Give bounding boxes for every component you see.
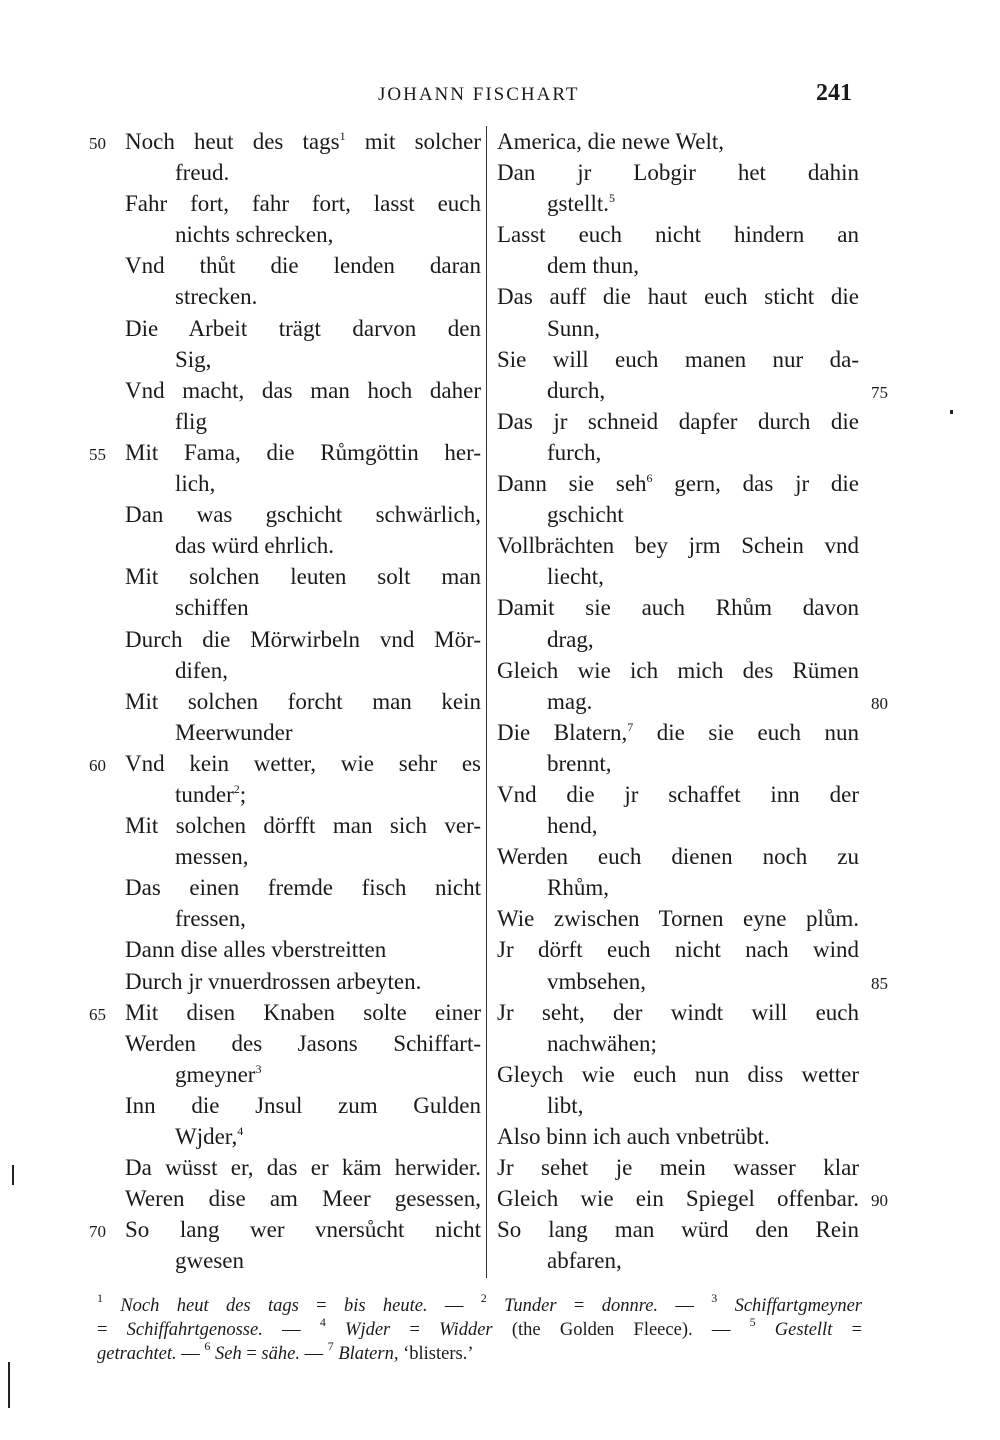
verse-text <box>497 1062 859 1087</box>
line-number: 70 <box>89 1222 106 1242</box>
line-number: 90 <box>871 1191 888 1211</box>
left-verse-column <box>89 126 481 1276</box>
verse-text <box>175 1248 244 1273</box>
verse-segment: Vnd thůt die lenden daran <box>125 253 481 279</box>
verse-text <box>547 627 594 652</box>
verse-segment: vmbsehen, <box>547 968 647 994</box>
verse-line <box>125 966 481 997</box>
verse-segment: fressen, <box>175 906 246 932</box>
verse-text <box>125 191 481 216</box>
verse-segment: Sunn, <box>547 315 601 341</box>
line-number: 55 <box>89 444 106 464</box>
right-verse-column <box>497 126 888 1276</box>
verse-line <box>497 250 859 281</box>
verse-text <box>175 160 229 185</box>
verse-segment: Noch heut des tags <box>125 129 340 154</box>
verse-text <box>547 564 604 589</box>
verse-text <box>175 844 248 869</box>
verse-segment: Weren dise am Meer gesessen, <box>125 1186 481 1212</box>
verse-line <box>497 344 859 375</box>
verse-text <box>497 782 859 807</box>
footnote-ref: 4 <box>237 1124 244 1138</box>
verse-line <box>497 903 859 934</box>
verse-text <box>125 129 481 154</box>
verse-segment: strecken. <box>175 284 258 310</box>
footnote-text: — <box>262 1320 320 1340</box>
verse-line <box>125 157 481 188</box>
scan-margin-mark <box>8 1362 10 1408</box>
verse-segment: Meerwunder <box>175 719 293 745</box>
verse-segment: Durch die Mörwirbeln vnd Mör- <box>125 626 481 652</box>
verse-segment: liecht, <box>547 564 604 590</box>
verse-text <box>175 595 249 620</box>
verse-line <box>497 219 859 250</box>
verse-segment: Gleich wie ein Spiegel offenbar. <box>497 1186 859 1212</box>
verse-text <box>125 378 481 403</box>
line-number: 50 <box>89 134 106 153</box>
verse-line <box>125 1121 481 1152</box>
verse-segment: Gleich wie ich mich des Rümen <box>497 657 859 683</box>
verse-line <box>497 686 888 717</box>
verse-line <box>497 1121 859 1152</box>
verse-line <box>497 281 859 312</box>
verse-line <box>125 406 481 437</box>
footnote-term: Gestellt <box>755 1320 833 1340</box>
verse-text <box>125 1000 481 1025</box>
verse-segment: Werden des Jasons Schiffart- <box>125 1030 481 1056</box>
verse-line <box>125 344 481 375</box>
footnote-number: 2 <box>480 1291 487 1305</box>
verse-text <box>547 378 605 403</box>
verse-segment: Das auff die haut euch sticht die <box>497 284 859 310</box>
footnote-term: getrachtet. <box>97 1344 177 1364</box>
verse-segment: gmeyner <box>175 1061 256 1087</box>
verse-segment: Dan jr Lobgir het dahin <box>497 160 859 186</box>
verse-line <box>497 1059 859 1090</box>
verse-segment: freud. <box>175 160 230 186</box>
verse-text <box>497 1217 859 1242</box>
verse-line <box>125 375 481 406</box>
footnotes <box>97 1291 863 1366</box>
verse-segment: dem thun, <box>547 253 639 279</box>
verse-segment: gern, das jr die <box>652 471 859 497</box>
verse-segment: durch, <box>547 377 606 403</box>
footnote-ref: 5 <box>608 191 615 206</box>
footnote-term: sähe. <box>261 1344 300 1364</box>
verse-line <box>89 997 481 1028</box>
verse-line <box>497 872 859 903</box>
verse-text <box>125 751 481 776</box>
verse-line <box>125 779 481 810</box>
verse-text <box>125 689 481 714</box>
verse-line <box>497 779 859 810</box>
verse-line <box>89 1214 481 1245</box>
verse-line <box>497 624 859 655</box>
footnote-text: = <box>241 1344 262 1364</box>
verse-segment: Mit Fama, die Růmgöttin her- <box>125 439 481 465</box>
line-number: 85 <box>871 973 888 993</box>
footnote-term: donnre. <box>601 1296 659 1316</box>
verse-segment: Werden euch dienen noch zu <box>497 844 859 870</box>
verse-line <box>125 934 481 965</box>
verse-text <box>547 1093 583 1118</box>
verse-segment: Vollbrächten bey jrm Schein vnd <box>497 533 859 559</box>
verse-segment: hend, <box>547 813 598 839</box>
footnote-text: = <box>298 1296 344 1316</box>
verse-line <box>497 530 859 561</box>
footnote-text: = <box>832 1320 863 1340</box>
verse-text <box>547 751 612 776</box>
verse-line <box>125 592 481 623</box>
footnote-text: ‘blisters.’ <box>398 1344 474 1364</box>
footnote-number: 7 <box>327 1339 334 1353</box>
footnote-term: Tunder <box>486 1296 557 1316</box>
verse-segment: die sie euch nun <box>633 719 859 745</box>
line-number: 60 <box>89 755 106 775</box>
line-number: 80 <box>871 693 888 713</box>
footnote-number: 3 <box>711 1291 718 1305</box>
verse-text <box>175 906 246 931</box>
verse-text <box>497 906 859 931</box>
verse-segment: Rhům, <box>547 875 609 901</box>
verse-segment: Dan was gschicht schwärlich, <box>125 502 481 528</box>
verse-text <box>547 969 646 994</box>
verse-segment: America, die newe Welt, <box>497 129 724 154</box>
verse-text <box>175 782 246 807</box>
verse-text <box>547 1248 622 1273</box>
footnote-number: 4 <box>319 1315 326 1329</box>
verse-line <box>125 219 481 250</box>
verse-segment: brennt, <box>547 750 612 776</box>
verse-segment: Mit solchen leuten solt man <box>125 564 481 590</box>
verse-segment: Die Blatern, <box>497 719 628 745</box>
verse-segment: Jr dörft euch nicht nach wind <box>497 937 859 963</box>
verse-line <box>125 250 481 281</box>
verse-line <box>497 313 859 344</box>
footnote-text: — <box>658 1296 712 1316</box>
verse-line <box>89 748 481 779</box>
footnote-line <box>97 1339 862 1366</box>
verse-text <box>497 844 859 869</box>
verse-line <box>497 157 859 188</box>
verse-text <box>497 1000 859 1025</box>
verse-segment: furch, <box>547 439 602 465</box>
verse-segment: Also binn ich auch vnbetrübt. <box>497 1124 770 1149</box>
verse-segment: Gleych wie euch nun diss wetter <box>497 1061 859 1087</box>
verse-text <box>125 1093 481 1118</box>
verse-text <box>175 533 334 558</box>
verse-line <box>125 1028 481 1059</box>
verse-text <box>497 720 859 745</box>
verse-text <box>497 937 859 962</box>
verse-segment: Mit solchen forcht man kein <box>125 688 481 714</box>
verse-segment: Mit solchen dörfft man sich ver- <box>125 813 481 839</box>
verse-text <box>125 1031 481 1056</box>
verse-segment: Das einen fremde fisch nicht <box>125 875 481 901</box>
verse-text <box>175 1062 261 1087</box>
verse-text <box>125 316 481 341</box>
verse-segment: Die Arbeit trägt darvon den <box>125 315 481 341</box>
verse-line <box>125 188 481 219</box>
verse-line <box>497 1028 859 1059</box>
verse-text <box>497 471 859 496</box>
verse-text <box>497 658 859 683</box>
footnote-text: = <box>97 1320 127 1340</box>
verse-text <box>175 658 228 683</box>
verse-text <box>497 222 859 247</box>
verse-segment: gwesen <box>175 1248 244 1274</box>
scan-margin-mark <box>12 1165 14 1185</box>
footnote-term: Seh <box>210 1344 242 1364</box>
verse-line <box>125 1090 481 1121</box>
verse-text <box>175 222 333 247</box>
verse-text <box>125 253 481 278</box>
verse-line <box>497 1183 888 1214</box>
verse-segment: So lang wer vnersůcht nicht <box>125 1217 481 1243</box>
footnote-term: Schiffartgmeyner <box>717 1296 863 1316</box>
line-number: 65 <box>89 1004 106 1024</box>
verse-text <box>497 284 859 309</box>
verse-line <box>497 375 888 406</box>
verse-line <box>125 841 481 872</box>
verse-segment: Mit disen Knaben solte einer <box>125 999 481 1025</box>
verse-text <box>125 1186 481 1211</box>
running-title: JOHANN FISCHART <box>378 84 580 105</box>
footnote-term: Noch heut des tags <box>103 1296 299 1316</box>
footnote-text: — <box>299 1344 328 1364</box>
verse-text <box>547 689 592 714</box>
verse-segment: das würd ehrlich. <box>175 533 335 559</box>
verse-line <box>89 126 481 157</box>
verse-text <box>497 533 859 558</box>
verse-line <box>497 1090 859 1121</box>
verse-text <box>175 471 215 496</box>
verse-line <box>497 810 859 841</box>
verse-line <box>497 997 859 1028</box>
verse-line <box>497 966 888 997</box>
verse-segment: mag. <box>547 688 593 714</box>
footnote-ref: 7 <box>627 719 634 734</box>
verse-line <box>497 1214 859 1245</box>
verse-text <box>497 595 859 620</box>
verse-line <box>497 188 859 219</box>
verse-segment: difen, <box>175 657 229 683</box>
verse-line <box>497 748 859 779</box>
verse-line <box>125 561 481 592</box>
footnote-number: 6 <box>204 1339 211 1353</box>
verse-segment: lich, <box>175 471 216 497</box>
verse-line <box>125 1245 481 1276</box>
verse-segment: gstellt. <box>547 191 609 217</box>
verse-text <box>547 502 624 527</box>
footnote-text: (the Golden Fleece). — <box>492 1320 750 1340</box>
verse-line <box>125 624 481 655</box>
verse-text <box>175 284 257 309</box>
verse-text <box>547 316 600 341</box>
verse-segment: Durch jr vnuerdrossen arbeyten. <box>125 968 422 994</box>
verse-segment: Wie zwischen Tornen eyne plům. <box>497 906 859 932</box>
verse-segment: Lasst euch nicht hindern an <box>497 222 859 248</box>
verse-text <box>125 1217 481 1242</box>
verse-segment: nachwähen; <box>547 1030 657 1056</box>
verse-line <box>125 903 481 934</box>
page-number: 241 <box>816 80 852 106</box>
verse-segment: Vnd macht, das man hoch daher <box>125 377 481 403</box>
line-number: 75 <box>871 382 888 402</box>
footnote-term: Schiffahrtgenosse. <box>126 1320 263 1340</box>
verse-text <box>497 347 859 372</box>
verse-segment: schiffen <box>175 595 249 621</box>
verse-text <box>175 1124 243 1149</box>
footnote-ref: 3 <box>255 1061 262 1076</box>
verse-text <box>175 409 207 434</box>
verse-text <box>175 347 211 372</box>
verse-text <box>125 564 481 589</box>
verse-segment: So lang man würd den Rein <box>497 1217 859 1243</box>
footnote-ref: 1 <box>339 129 346 143</box>
verse-segment: libt, <box>547 1092 584 1118</box>
footnote-term: Widder <box>439 1320 493 1340</box>
verse-line <box>497 437 859 468</box>
verse-text <box>125 440 481 465</box>
verse-text <box>125 937 386 962</box>
footnote-line <box>97 1291 863 1318</box>
verse-text <box>497 1186 859 1211</box>
verse-text <box>547 253 639 278</box>
verse-segment: nichts schrecken, <box>175 222 334 248</box>
footnote-ref: 6 <box>646 471 653 486</box>
verse-text <box>547 875 609 900</box>
footnote-term: Blatern, <box>333 1344 399 1364</box>
footnote-term: bis heute. <box>343 1296 428 1316</box>
verse-text <box>125 813 481 838</box>
verse-line <box>125 686 481 717</box>
verse-segment: Wjder, <box>175 1124 238 1149</box>
verse-segment: Damit sie auch Rhům davon <box>497 595 859 621</box>
verse-text <box>497 409 859 434</box>
footnote-ref: 2 <box>233 781 240 796</box>
verse-text <box>547 813 597 838</box>
verse-text <box>125 627 481 652</box>
verse-segment: Dann dise alles vberstreitten <box>125 937 387 963</box>
verse-text <box>125 1155 481 1180</box>
verse-line <box>125 1152 481 1183</box>
verse-line <box>89 437 481 468</box>
verse-text <box>547 191 615 216</box>
verse-segment: Sig, <box>175 346 212 372</box>
verse-line <box>125 468 481 499</box>
verse-line <box>497 126 859 157</box>
verse-line <box>125 281 481 312</box>
footnote-term: Wjder <box>325 1320 391 1340</box>
verse-segment: flig <box>175 408 207 434</box>
verse-line <box>125 1183 481 1214</box>
verse-text <box>125 875 481 900</box>
verse-segment: abfaren, <box>547 1248 622 1274</box>
verse-text <box>497 1124 770 1149</box>
footnote-text: — <box>427 1296 481 1316</box>
verse-segment: Jr seht, der windt will euch <box>497 999 859 1025</box>
verse-text <box>547 1031 657 1056</box>
verse-line <box>125 872 481 903</box>
column-divider <box>486 126 487 1278</box>
verse-segment: Sie will euch manen nur da- <box>497 346 859 372</box>
verse-segment: Inn die Jnsul zum Gulden <box>125 1092 481 1118</box>
verse-line <box>497 1152 859 1183</box>
scan-margin-mark <box>950 410 953 414</box>
verse-segment: Vnd kein wetter, wie sehr es <box>125 750 481 776</box>
verse-line <box>125 1059 481 1090</box>
verse-line <box>497 561 859 592</box>
verse-line <box>125 499 481 530</box>
verse-line <box>497 1245 859 1276</box>
verse-segment: Da wüsst er, das er käm herwider. <box>125 1155 481 1181</box>
verse-line <box>497 406 859 437</box>
verse-line <box>125 655 481 686</box>
verse-segment: gschicht <box>547 502 624 528</box>
footnote-line <box>97 1315 863 1342</box>
verse-line <box>497 841 859 872</box>
footnote-text: = <box>556 1296 602 1316</box>
footnote-text: — <box>176 1344 205 1364</box>
footnote-text: = <box>390 1320 440 1340</box>
verse-segment: Jr sehet je mein wasser klar <box>497 1155 859 1181</box>
verse-segment: Das jr schneid dapfer durch die <box>497 408 859 434</box>
verse-segment: tunder <box>175 781 234 807</box>
verse-text <box>547 440 601 465</box>
verse-text <box>497 160 859 185</box>
verse-line <box>125 530 481 561</box>
verse-segment: messen, <box>175 844 249 870</box>
verse-text <box>175 720 293 745</box>
verse-text <box>497 129 724 154</box>
verse-segment: ; <box>239 781 247 807</box>
verse-line <box>125 717 481 748</box>
verse-segment: mit solcher <box>345 129 481 154</box>
footnote-number: 5 <box>749 1315 756 1329</box>
page-header <box>0 78 1000 112</box>
verse-segment: Fahr fort, fahr fort, lasst euch <box>125 191 481 217</box>
verse-line <box>497 499 859 530</box>
verse-text <box>497 1155 859 1180</box>
verse-line <box>497 592 859 623</box>
verse-line <box>497 717 859 748</box>
verse-line <box>125 313 481 344</box>
verse-line <box>125 810 481 841</box>
verse-segment: Dann sie seh <box>497 471 647 497</box>
verse-line <box>497 468 859 499</box>
verse-segment: Vnd die jr schaffet inn der <box>497 781 859 807</box>
verse-text <box>125 969 421 994</box>
verse-text <box>125 502 481 527</box>
verse-segment: drag, <box>547 626 594 652</box>
footnote-number: 1 <box>97 1291 103 1305</box>
verse-line <box>497 934 859 965</box>
verse-line <box>497 655 859 686</box>
